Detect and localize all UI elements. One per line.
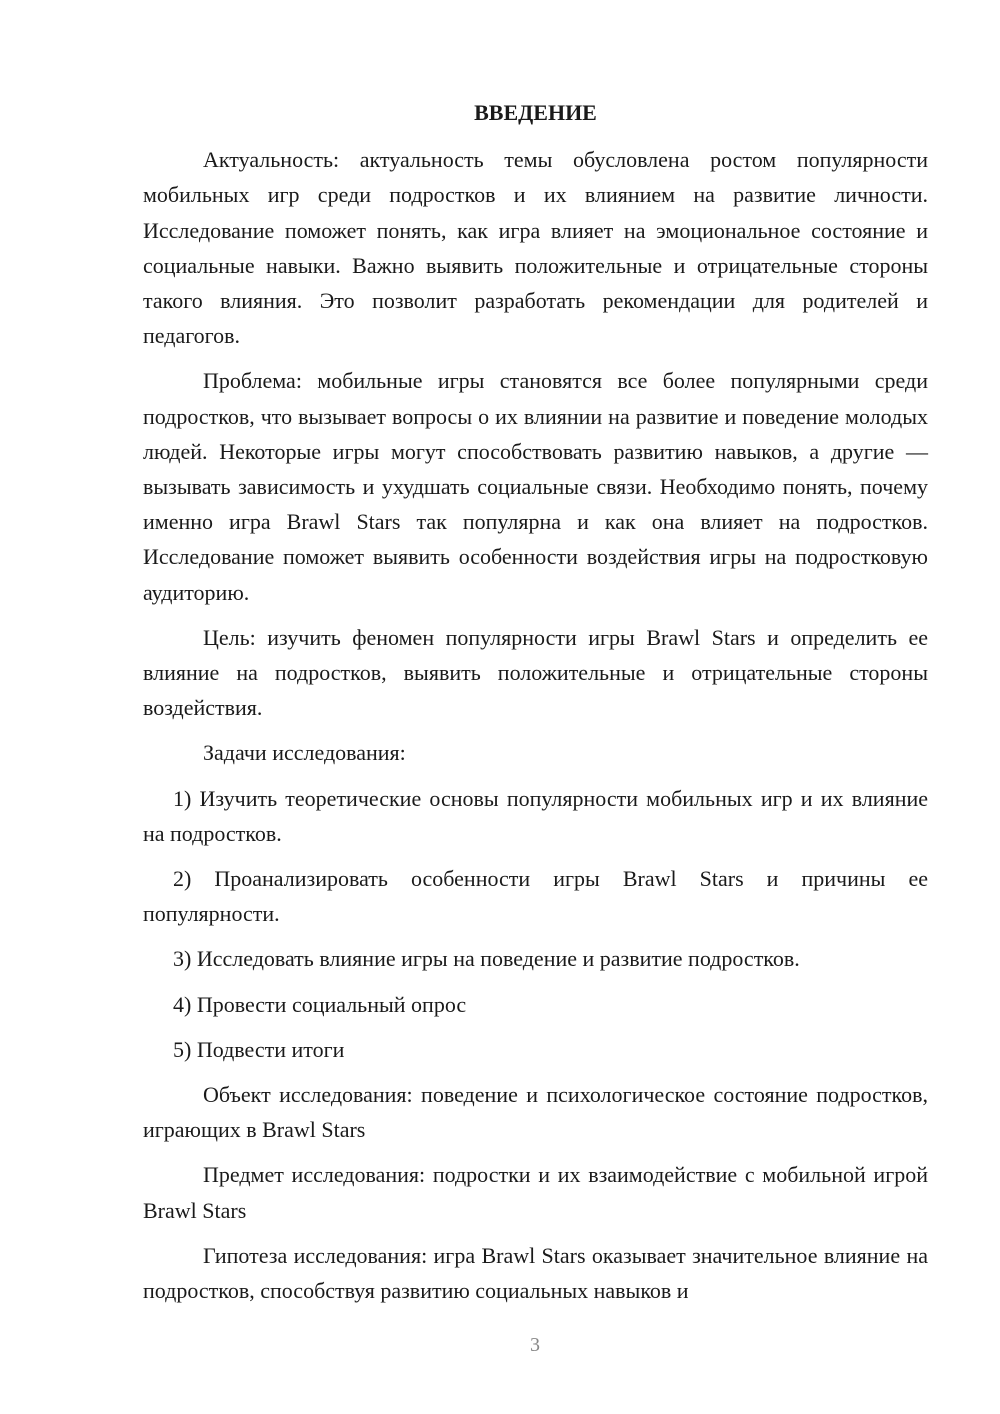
list-item: 1) Изучить теоретические основы популярности мобильных игр и их влияние на подростков.: [143, 785, 928, 846]
paragraph-goal: Цель: изучить феномен популярности игры Brawl Stars и определить ее влияние на подростков, выявить положительные и отрицательные стороны воздействия.: [143, 624, 928, 721]
paragraph-subject: Предмет исследования: подростки и их взаимодействие с мобильной игрой Brawl Stars: [143, 1162, 928, 1223]
paragraph-hypothesis: Гипотеза исследования: игра Brawl Stars оказывает значительное влияние на подростков, способствуя развитию социальных навыков и: [143, 1242, 928, 1304]
tasks-list: [143, 781, 928, 1067]
list-item: 3) Исследовать влияние игры на поведение и развитие подростков.: [173, 946, 800, 972]
paragraph-relevance: Актуальность: актуальность темы обусловлена ростом популярности мобильных игр среди подростков и их влиянием на развитие личности. Исследование поможет понять, как игра влияет на эмоциональное состояние и социальные навыки. Важно выявить положительные и отрицательные стороны такого влияния. Это позволит разработать рекомендации для родителей и педагогов.: [143, 147, 928, 349]
tasks-heading: Задачи исследования:: [203, 740, 406, 766]
page-content: [143, 95, 928, 1318]
page-title: ВВЕДЕНИЕ: [474, 100, 597, 125]
list-item: 2) Проанализировать особенности игры Brawl Stars и причины ее популярности.: [143, 866, 928, 927]
paragraph-problem: Проблема: мобильные игры становятся все более популярными среди подростков, что вызывает вопросы о их влиянии на развитие и поведение молодых людей. Некоторые игры могут способствовать развитию навыков, а другие — вызывать зависимость и ухудшать социальные связи. Необходимо понять, почему именно игра Brawl Stars так популярна и как она влияет на подростков. Исследование поможет выявить особенности воздействия игры на подростковую аудиторию.: [143, 368, 928, 605]
page-number: 3: [530, 1334, 540, 1356]
list-item: 4) Провести социальный опрос: [173, 991, 467, 1017]
paragraph-object: Объект исследования: поведение и психологическое состояние подростков, играющих в Brawl Stars: [143, 1082, 928, 1143]
list-item: 5) Подвести итоги: [173, 1036, 345, 1062]
